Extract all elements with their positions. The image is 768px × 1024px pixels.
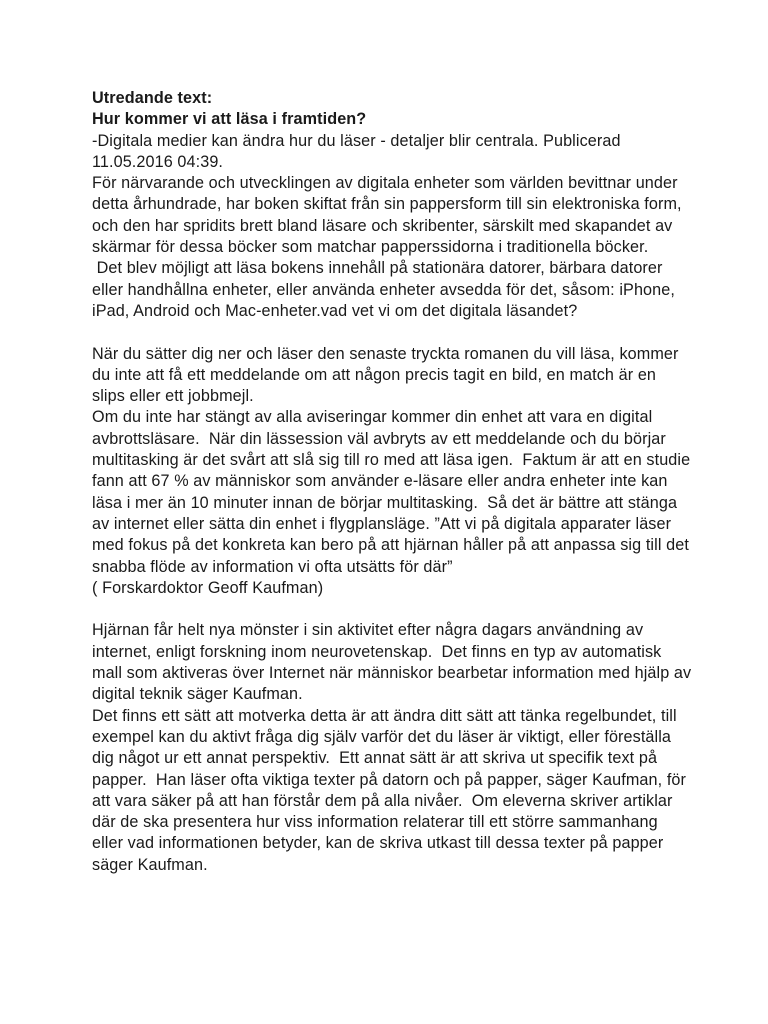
paragraph-spacer: [92, 599, 692, 620]
paragraph-notifications: Om du inte har stängt av alla aviseringar kommer din enhet att vara en digital avbrottsläsare. När din lässession väl avbryts av ett meddelande och du börjar multitasking är det svårt att slå sig till ro med att läsa igen. Faktum är att en studie fann att 67 % av människor som använder e-läsare eller andra enheter inte kan läsa i mer än 10 minuter innan de börjar multitasking. Så det är bättre att stänga av internet eller sätta din enhet i flygplansläge. ”Att vi på digitala apparater läser med fokus på det konkreta kan bero på att hjärnan håller på att anpassa sig till det snabba flöde av information vi ofta utsätts för där”: [92, 408, 695, 576]
paragraph-counteract: Det finns ett sätt att motverka detta är att ändra ditt sätt att tänka regelbundet, till exempel kan du aktivt fråga dig själv varför det du läser är viktigt, eller föreställa dig något ur ett annat perspektiv. Ett annat sätt är att skriva ut specifik text på papper. Han läser ofta viktiga texter på datorn och på papper, säger Kaufman, för att vara säker på att han förstår dem på alla nivåer. Om eleverna skriver artiklar där de ska presentera hur viss information relaterar till ett större sammanhang eller vad informationen betyder, kan de skriva utkast till dessa texter på papper säger Kaufman.: [92, 706, 691, 874]
paragraph-spacer: [92, 322, 692, 343]
document-heading-label: Utredande text:: [92, 89, 213, 107]
document-title: Hur kommer vi att läsa i framtiden?: [92, 110, 367, 129]
document-subtitle: -Digitala medier kan ändra hur du läser - detaljer blir centrala. Publicerad 11.05.2016 04:39.: [92, 131, 626, 171]
paragraph-devices: Det blev möjligt att läsa bokens innehåll på stationära datorer, bärbara datorer eller handhållna enheter, eller använda enheter avsedda för det, såsom: iPhone, iPad, Android och Mac-enheter.vad vet vi om det digitala läsandet?: [92, 259, 680, 320]
document-body: [92, 88, 696, 876]
citation: ( Forskardoktor Geoff Kaufman): [92, 578, 324, 597]
paragraph-printed-novel: När du sätter dig ner och läser den senaste tryckta romanen du vill läsa, kommer du inte att få ett meddelande om att någon precis tagit en bild, en match är en slips eller ett jobbmejl.: [92, 344, 684, 406]
paragraph-brain-patterns: Hjärnan får helt nya mönster i sin aktivitet efter några dagars användning av internet, enligt forskning inom neurovetenskap. Det finns en typ av automatisk mall som aktiveras över Internet när människor bearbetar information med hjälp av digital teknik säger Kaufman.: [92, 621, 696, 704]
paragraph-intro: För närvarande och utvecklingen av digitala enheter som världen bevittnar under detta århundrade, har boken skiftat från sin pappersform till sin elektroniska form, och den har spridits brett bland läsare och skribenter, särskilt med skapandet av skärmar för dessa böcker som matchar papperssidorna i traditionella böcker.: [92, 174, 687, 257]
